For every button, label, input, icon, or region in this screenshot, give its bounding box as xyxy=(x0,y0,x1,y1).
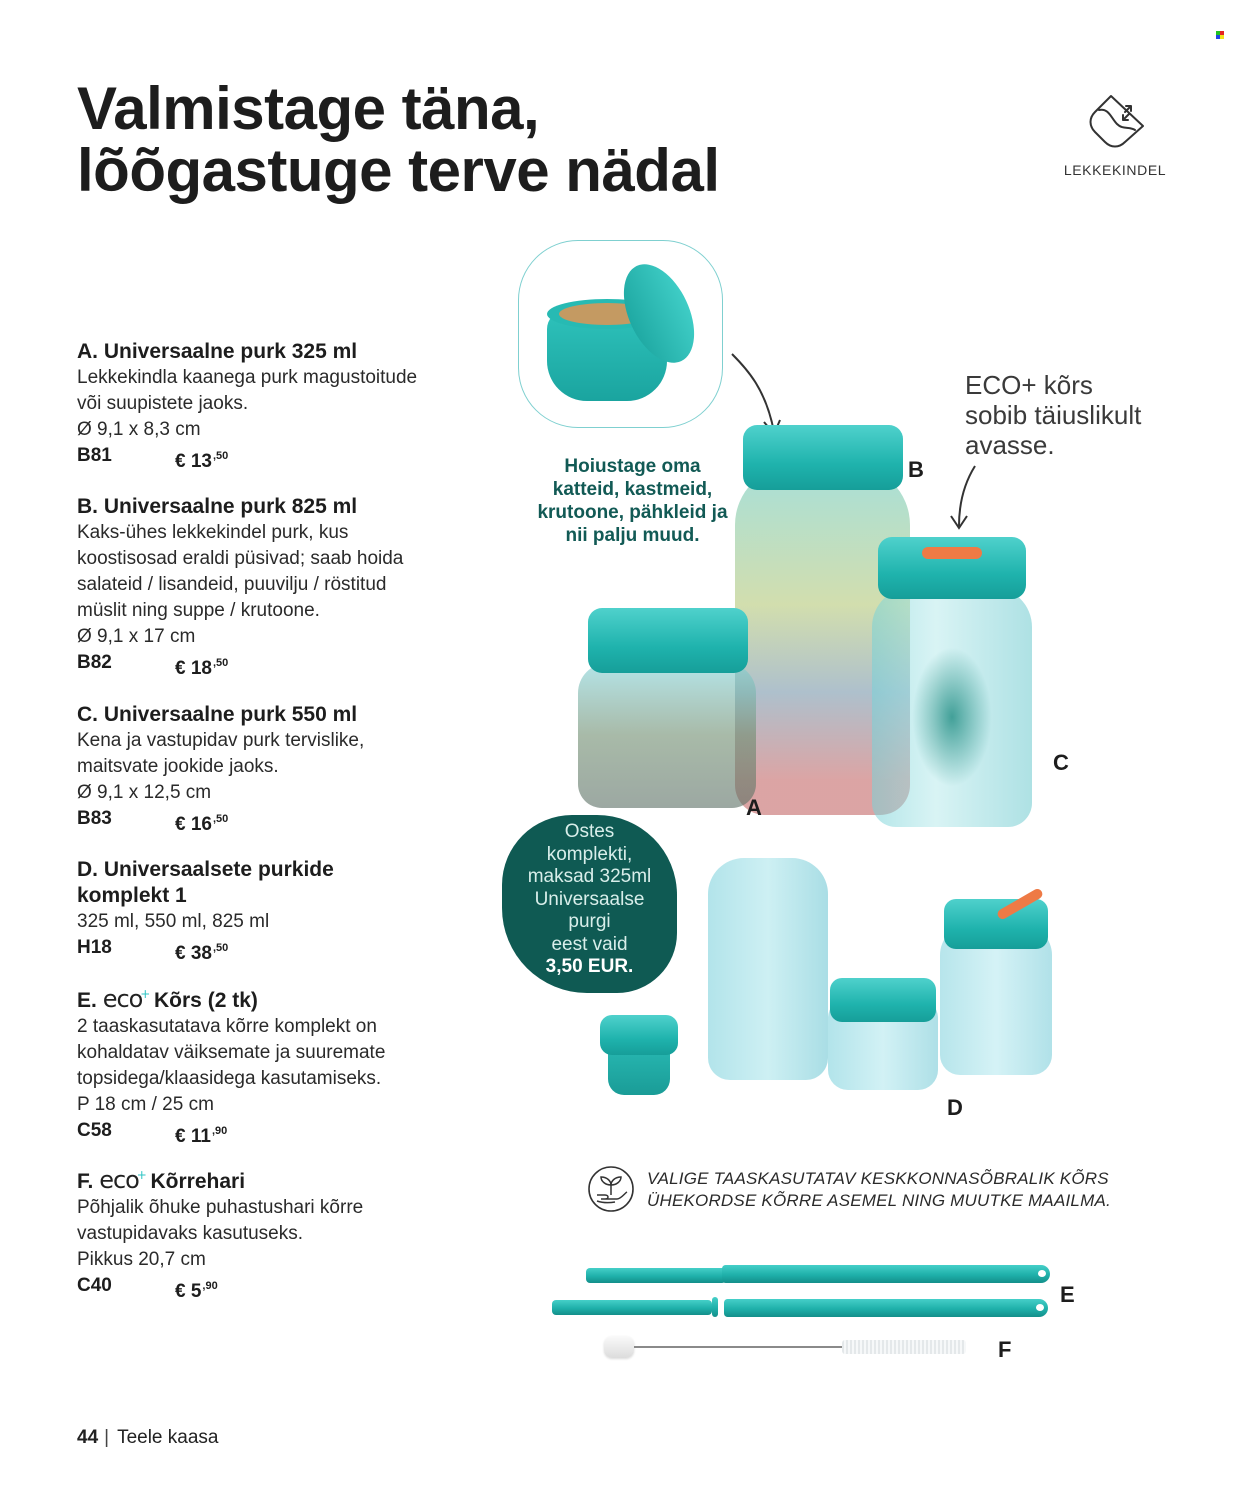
promo-badge: Ostes komplekti, maksad 325ml Universaalse purgi eest vaid 3,50 EUR. xyxy=(502,815,677,993)
eco-note-text: VALIGE TAASKASUTATAV KESKKONNASÕBRALIK KÕRS ÜHEKORDSE KÕRRE ASEMEL NING MUUTKE MAAILMA. xyxy=(647,1169,1111,1210)
product-item-b xyxy=(77,494,497,679)
leakproof-label: LEKKEKINDEL xyxy=(1063,162,1167,178)
price-row xyxy=(77,1118,497,1147)
product-description-line: vastupidavaks kasutuseks. xyxy=(77,1223,304,1244)
product-description-line: või suupistete jaoks. xyxy=(77,393,249,414)
product-image-jar-325-inset xyxy=(518,240,723,428)
image-label-e: E xyxy=(1060,1282,1075,1307)
page-title-line-1: Valmistage täna, xyxy=(77,75,540,142)
price-row xyxy=(77,935,497,964)
product-code: B81 xyxy=(77,445,112,466)
product-price: € $18^{,50}$ xyxy=(175,657,229,679)
product-name: A. Universaalne purk 325 ml xyxy=(77,340,358,363)
product-name: C. Universaalne purk 550 ml xyxy=(77,703,358,726)
image-label-a: A xyxy=(746,795,762,820)
product-description-line: Kaks-ühes lekkekindel purk, kus xyxy=(77,522,349,543)
arrow-icon xyxy=(945,462,985,532)
price-row xyxy=(77,806,497,835)
product-image-jar-550 xyxy=(872,537,1032,827)
product-image-jar-325 xyxy=(578,608,756,808)
price-row xyxy=(77,650,497,679)
product-price: € $5^{,90}$ xyxy=(175,1280,218,1302)
image-label-f: F xyxy=(998,1337,1012,1362)
product-item-c xyxy=(77,702,497,835)
product-description-line: müslit ning suppe / krutoone. xyxy=(77,600,320,621)
product-item-e xyxy=(77,985,497,1147)
product-description-line: Lekkekindla kaanega purk magustoitude xyxy=(77,367,418,388)
image-label-b: B xyxy=(908,457,924,482)
product-description-line: topsidega/klaasidega kasutamiseks. xyxy=(77,1068,382,1089)
leakproof-container-icon xyxy=(1083,90,1147,152)
color-registration-mark xyxy=(1216,31,1224,39)
price-row xyxy=(77,1273,497,1302)
image-label-c: C xyxy=(1053,750,1069,775)
eco-note xyxy=(587,1165,1147,1213)
product-description-line: Kena ja vastupidav purk tervislike, xyxy=(77,730,365,751)
eco-plus-logo: eco + xyxy=(102,985,150,1013)
product-price: € $38^{,50}$ xyxy=(175,942,229,964)
product-code: H18 xyxy=(77,937,112,958)
page-footer: 44 | Teele kaasa xyxy=(77,1427,219,1448)
eco-straw-callout: ECO+ kõrs sobib täiuslikult avasse. xyxy=(965,370,1142,460)
storage-callout: Hoiustage oma katteid, kastmeid, krutoone, pähkleid ja nii palju muud. xyxy=(537,456,728,546)
eco-plus-logo: eco + xyxy=(99,1166,146,1194)
product-item-d xyxy=(77,857,497,964)
product-item-a xyxy=(77,339,497,472)
product-dimensions: Ø 9,1 x 12,5 cm xyxy=(77,782,212,803)
product-code: C40 xyxy=(77,1275,112,1296)
product-dimensions: P 18 cm / 25 cm xyxy=(77,1094,214,1115)
product-description-line: 325 ml, 550 ml, 825 ml xyxy=(77,911,270,932)
product-price: € $16^{,50}$ xyxy=(175,813,229,835)
product-code: B82 xyxy=(77,652,112,673)
product-description-line: 2 taaskasutatava kõrre komplekt on xyxy=(77,1016,377,1037)
product-dimensions: Pikkus 20,7 cm xyxy=(77,1249,206,1270)
product-description-line: maitsvate jookide jaoks. xyxy=(77,756,279,777)
plant-in-hand-icon xyxy=(587,1165,635,1213)
product-code: C58 xyxy=(77,1120,112,1141)
product-dimensions: Ø 9,1 x 17 cm xyxy=(77,626,196,647)
product-price: € $13^{,50}$ xyxy=(175,450,229,472)
page-number: 44 xyxy=(77,1427,99,1448)
page-title-line-2: lõõgastuge terve nädal xyxy=(77,137,720,204)
page-title xyxy=(77,75,720,204)
product-item-f xyxy=(77,1166,497,1302)
image-label-d: D xyxy=(947,1095,963,1120)
product-name: B. Universaalne purk 825 ml xyxy=(77,495,358,518)
product-name: F. eco + Kõrrehari xyxy=(77,1166,246,1194)
price-row xyxy=(77,443,497,472)
product-description-line: kohaldatav väiksemate ja suuremate xyxy=(77,1042,386,1063)
product-code: B83 xyxy=(77,808,112,829)
product-price: € $11^{,90}$ xyxy=(175,1125,228,1147)
product-description-line: Põhjalik õhuke puhastushari kõrre xyxy=(77,1197,364,1218)
product-description-line: koostisosad eraldi püsivad; saab hoida xyxy=(77,548,404,569)
leakproof-badge xyxy=(1055,90,1175,178)
product-description-line: salateid / lisandeid, puuvilju / röstitud xyxy=(77,574,387,595)
section-name: Teele kaasa xyxy=(117,1427,219,1448)
product-name: D. Universaalsete purkide komplekt 1 xyxy=(77,858,334,907)
product-name: E. eco + Kõrs (2 tk) xyxy=(77,985,258,1013)
product-dimensions: Ø 9,1 x 8,3 cm xyxy=(77,419,201,440)
